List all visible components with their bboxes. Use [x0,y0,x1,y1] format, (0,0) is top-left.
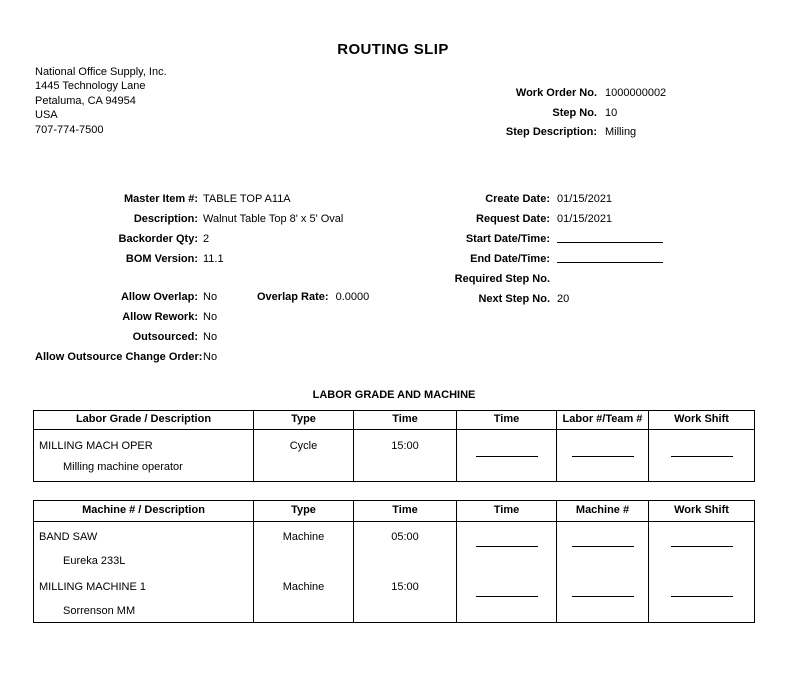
master-item-label: Master Item #: [124,193,198,205]
overlap-rate-field [257,287,369,307]
machine-time-value: 15:00 [391,581,419,593]
page-title: ROUTING SLIP [337,41,449,58]
labor-work-shift-blank-cell [649,430,754,481]
step-description-label: Step Description: [505,126,597,138]
machine-time-cell [354,522,457,572]
machine-table-header-row [34,501,754,522]
machine-name-cell [34,522,254,572]
machine-header-time: Time [354,501,457,521]
machine-type-cell [254,572,354,622]
labor-number-blank-cell [557,430,649,481]
bom-version-value: 11.1 [203,253,224,265]
machine-header-type: Type [254,501,354,521]
request-date-row [420,209,663,229]
step-number-row [460,104,666,124]
step-number-value: 10 [605,106,618,119]
flags-block [35,287,370,367]
work-order-number-label: Work Order No. [515,87,597,99]
machine-type-value: Machine [282,581,325,593]
request-date-label: Request Date: [476,213,550,225]
machine-header-number-description: Machine # / Description [34,501,254,521]
machine-time-blank-cell [457,522,557,572]
machine-header-time-fill: Time [457,501,557,521]
step-description-row [460,123,666,143]
company-name: National Office Supply, Inc. [35,66,167,78]
company-address-line2: Petaluma, CA 94954 [35,94,136,107]
item-info-block [35,189,343,269]
work-order-header-block [460,84,666,143]
start-datetime-row [420,229,663,249]
create-date-row [420,189,663,209]
labor-grade-cell [34,430,254,481]
item-description-row [35,209,343,229]
machine-work-shift-fill-in-blank [671,546,733,547]
item-description-label: Description: [133,213,198,225]
machine-name-cell [34,572,254,622]
start-datetime-fill-in-blank [557,229,663,243]
machine-number-fill-in-blank [572,596,634,597]
labor-number-fill-in-blank [572,456,634,457]
company-phone: 707-774-7500 [35,123,104,136]
bom-version-label: BOM Version: [125,253,198,265]
labor-time-fill-in-blank [476,456,538,457]
labor-header-labor-team-number: Labor #/Team # [557,411,649,429]
bom-version-row [35,249,343,269]
step-description-value: Milling [605,126,637,138]
schedule-info-block [420,189,663,309]
master-item-value: TABLE TOP A11A [203,193,291,205]
backorder-qty-row [35,229,343,249]
outsourced-label: Outsourced: [132,331,198,343]
machine-time-blank-cell [457,572,557,622]
machine-time-cell [354,572,457,622]
machine-name: BAND SAW [39,531,98,543]
overlap-rate-value: 0.0000 [335,291,370,303]
labor-header-grade-description: Labor Grade / Description [34,411,254,429]
labor-grade-table [33,410,755,482]
labor-header-time-fill: Time [457,411,557,429]
backorder-qty-value: 2 [203,233,210,245]
item-description-value: Walnut Table Top 8' x 5' Oval [203,213,344,225]
machine-work-shift-blank-cell [649,522,754,572]
required-step-label: Required Step No. [454,273,550,285]
labor-time-value: 15:00 [391,440,419,452]
machine-time-fill-in-blank [476,596,538,597]
create-date-value: 01/15/2021 [557,193,613,205]
allow-outsource-change-order-value: No [203,351,218,363]
company-country: USA [35,109,58,122]
allow-rework-label: Allow Rework: [122,311,198,323]
labor-time-cell [354,430,457,481]
machine-work-shift-fill-in-blank [671,596,733,597]
labor-header-type: Type [254,411,354,429]
next-step-label: Next Step No. [478,293,550,305]
machine-type-cell [254,522,354,572]
labor-header-time: Time [354,411,457,429]
machine-type-value: Machine [282,531,325,543]
machine-header-work-shift: Work Shift [674,504,729,516]
master-item-row [35,189,343,209]
allow-outsource-change-order-row [35,347,217,367]
overlap-rate-label: Overlap Rate: [257,291,329,303]
allow-overlap-row [35,287,370,307]
machine-description: Sorrenson MM [63,605,136,617]
create-date-label: Create Date: [485,193,550,205]
end-datetime-label: End Date/Time: [470,253,550,265]
labor-grade-name: MILLING MACH OPER [39,440,153,452]
machine-time-value: 05:00 [391,531,419,543]
machine-time-fill-in-blank [476,546,538,547]
request-date-value: 01/15/2021 [557,213,613,225]
machine-table [33,500,755,623]
backorder-qty-label: Backorder Qty: [118,233,198,245]
outsourced-row [35,327,217,347]
machine-name: MILLING MACHINE 1 [39,581,146,593]
machine-number-blank-cell [557,522,649,572]
allow-rework-value: No [203,311,218,323]
labor-grade-description: Milling machine operator [63,461,183,473]
end-datetime-fill-in-blank [557,249,663,263]
labor-header-work-shift: Work Shift [674,413,729,425]
labor-type-cell [254,430,354,481]
start-datetime-label: Start Date/Time: [465,233,550,245]
required-step-row [420,269,663,289]
allow-overlap-label: Allow Overlap: [120,291,198,303]
end-datetime-row [420,249,663,269]
machine-table-row-band-saw [34,522,754,572]
work-order-number-row [460,84,666,104]
labor-work-shift-fill-in-blank [671,456,733,457]
work-order-number-value: 1000000002 [605,87,667,99]
step-number-label: Step No. [552,106,597,119]
machine-number-blank-cell [557,572,649,622]
labor-table-header-row [34,411,754,430]
allow-rework-row [35,307,217,327]
machine-work-shift-blank-cell [649,572,754,622]
machine-description: Eureka 233L [63,555,126,567]
labor-time-blank-cell [457,430,557,481]
labor-type-value: Cycle [289,440,318,452]
next-step-value: 20 [557,293,570,305]
company-block [35,65,167,137]
allow-outsource-change-order-label: Allow Outsource Change Order: [35,351,203,363]
labor-table-row [34,430,754,481]
next-step-row [420,289,663,309]
company-address-line1: 1445 Technology Lane [35,80,146,93]
machine-table-row-milling-machine [34,572,754,622]
outsourced-value: No [203,331,218,343]
machine-header-machine-number: Machine # [557,501,649,521]
machine-number-fill-in-blank [572,546,634,547]
labor-machine-section-title: LABOR GRADE AND MACHINE [312,389,476,401]
allow-overlap-value: No [203,291,218,303]
